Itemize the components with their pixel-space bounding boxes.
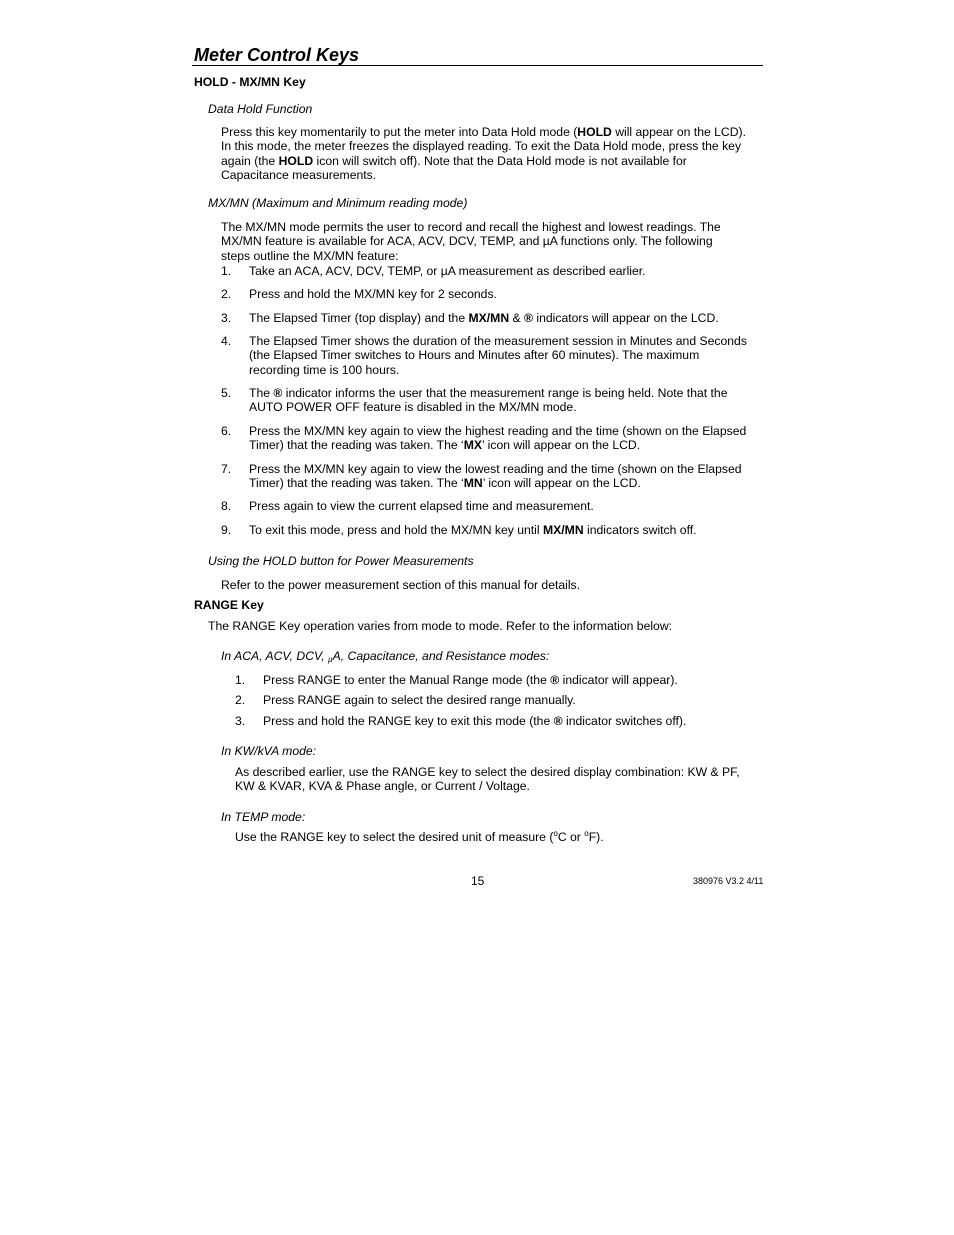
range-heading: RANGE Key [194,598,264,612]
step-number: 2. [235,693,246,707]
text-line: steps outline the MX/MN feature: [221,248,399,263]
step-text: The ® indicator informs the user that the measurement range is being held. Note that the AUTO POWER OFF feature is disabled in the MX/MN mode. [249,386,728,415]
list-item [235,693,765,707]
page-title: Meter Control Keys [194,45,360,65]
kw-paragraph [235,765,765,794]
list-item [235,673,765,687]
temp-subheading: In TEMP mode: [221,810,306,824]
power-paragraph: Refer to the power measurement section of this manual for details. [221,578,581,592]
kw-subheading: In KW/kVA mode: [221,744,317,758]
step-number: 6. [221,424,232,438]
list-item [235,714,765,728]
step-text: To exit this mode, press and hold the MX/MN key until MX/MN indicators switch off. [249,523,697,537]
text-line: The MX/MN mode permits the user to record and recall the highest and lowest readings. The [221,220,721,234]
data-hold-subheading: Data Hold Function [208,102,313,116]
list-item [221,499,766,513]
text-line: In this mode, the meter freezes the displayed reading. To exit the Data Hold mode, press the key [221,139,742,154]
range-intro: The RANGE Key operation varies from mode to mode. Refer to the information below: [208,619,673,633]
step-text: Press and hold the MX/MN key for 2 seconds. [249,287,497,301]
list-item [221,386,766,415]
step-number: 1. [221,264,232,278]
step-text: Press the MX/MN key again to view the lowest reading and the time (shown on the Elapsed Timer) that the reading was taken. The ‘MN’ icon will appear on the LCD. [249,462,742,491]
step-number: 1. [235,673,246,687]
data-hold-paragraph [221,125,761,182]
title-rule [192,65,763,66]
document-code: 380976 V3.2 4/11 [693,876,764,886]
text-line: Capacitance measurements. [221,167,377,182]
step-text: Press RANGE to enter the Manual Range mode (the ® indicator will appear). [263,673,678,687]
step-number: 2. [221,287,232,301]
list-item [221,462,766,491]
step-text: The Elapsed Timer (top display) and the MX/MN & ® indicators will appear on the LCD. [249,311,719,325]
step-text: Press again to view the current elapsed time and measurement. [249,499,594,513]
list-item [221,287,766,301]
step-number: 5. [221,386,232,400]
hold-heading: HOLD - MX/MN Key [194,75,306,89]
step-text: Take an ACA, ACV, DCV, TEMP, or µA measurement as described earlier. [249,264,646,278]
step-text: The Elapsed Timer shows the duration of the measurement session in Minutes and Seconds (the Elapsed Timer switches to Hours and Minutes after 60 minutes). The maximum recording time is 100 hours. [249,334,747,377]
step-text: Press RANGE again to select the desired range manually. [263,693,576,707]
step-text: Press and hold the RANGE key to exit this mode (the ® indicator switches off). [263,714,687,728]
step-number: 4. [221,334,232,348]
list-item [221,424,766,453]
power-subheading: Using the HOLD button for Power Measurements [208,554,474,568]
text-line: again (the HOLD icon will switch off). Note that the Data Hold mode is not available for [221,153,687,168]
text-line: MX/MN feature is available for ACA, ACV, DCV, TEMP, and µA functions only. The following [221,234,713,249]
step-number: 9. [221,523,232,537]
list-item [221,311,766,325]
page-number: 15 [471,874,485,888]
text-line: Press this key momentarily to put the meter into Data Hold mode (HOLD will appear on the LCD). [221,125,746,139]
step-number: 8. [221,499,232,513]
list-item [221,523,766,537]
step-number: 7. [221,462,232,476]
step-text: Press the MX/MN key again to view the highest reading and the time (shown on the Elapsed Timer) that the reading was taken. The ‘MX’ icon will appear on the LCD. [249,424,747,453]
text-line: As described earlier, use the RANGE key to select the desired display combination: KW & PF, [235,765,740,779]
step-number: 3. [235,714,246,728]
list-item [221,264,766,278]
mxmn-subheading: MX/MN (Maximum and Minimum reading mode) [208,196,468,210]
mxmn-intro [221,220,761,263]
temp-paragraph: Use the RANGE key to select the desired unit of measure ($^o$C or $^o$F). [235,829,604,844]
text-line: KW & KVAR, KVA & Phase angle, or Current / Voltage. [235,779,530,794]
step-number: 3. [221,311,232,325]
range-modes-subheading: In ACA, ACV, DCV, µA, Capacitance, and Resistance modes: [221,649,550,664]
list-item [221,334,766,377]
